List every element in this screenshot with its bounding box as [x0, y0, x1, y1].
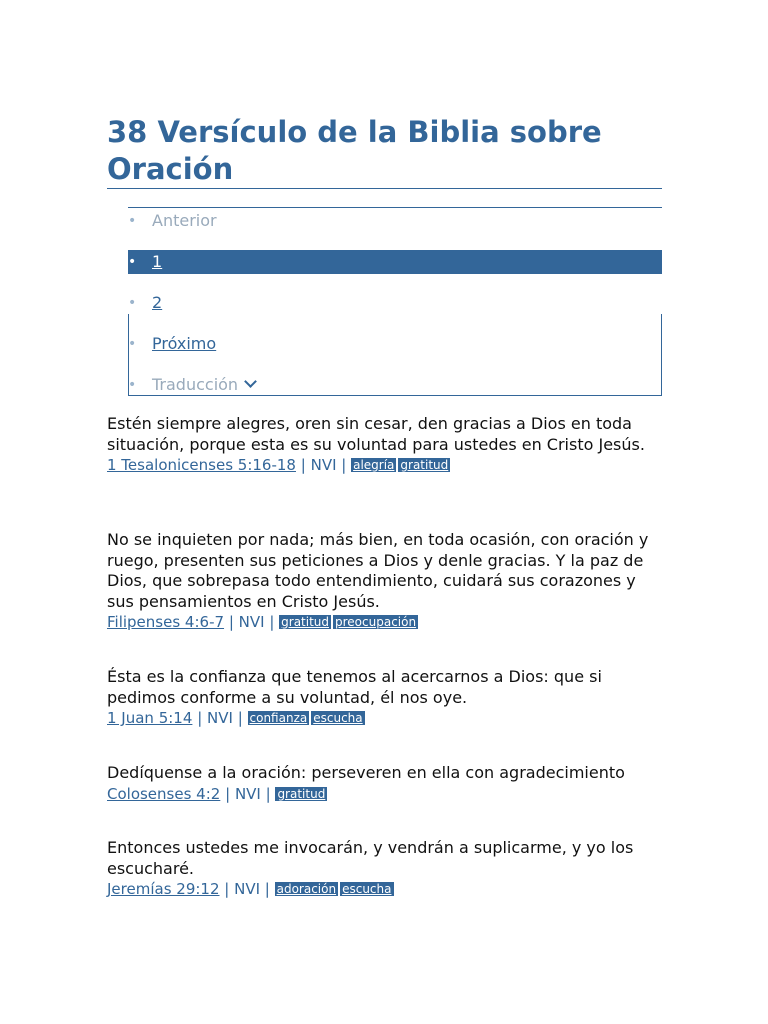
- verse-text: Entonces ustedes me invocarán, y vendrán a suplicarme, y yo los escucharé.: [107, 838, 634, 878]
- nav-item-previous: [128, 209, 662, 233]
- verse-item: [107, 530, 667, 632]
- verse-text: Dedíquense a la oración: perseveren en ella con agradecimiento: [107, 763, 625, 782]
- translation-version: NVI: [234, 784, 261, 803]
- tag-link[interactable]: alegría: [353, 458, 395, 472]
- tag-link[interactable]: gratitud: [400, 458, 449, 472]
- verse-item: [107, 763, 667, 804]
- verse-reference-link[interactable]: Colosenses 4:2: [107, 784, 221, 803]
- tag-link[interactable]: adoración: [276, 882, 337, 896]
- translation-version: NVI: [310, 456, 337, 474]
- nav-item-page-2[interactable]: [128, 291, 662, 315]
- previous-label: Anterior: [152, 211, 217, 230]
- tag-link[interactable]: escucha: [313, 711, 363, 725]
- page-1-link[interactable]: 1: [152, 252, 163, 271]
- chevron-down-icon[interactable]: [244, 375, 257, 388]
- title-divider: [107, 188, 662, 189]
- page-title: 38 Versículo de la Biblia sobre Oración: [107, 115, 602, 186]
- tag-link[interactable]: gratitud: [281, 615, 330, 629]
- verse-reference-line: Filipenses 4:6-7 | NVI | gratitud preocupación: [107, 613, 417, 631]
- verse-reference-link[interactable]: 1 Tesalonicenses 5:16-18: [107, 456, 296, 474]
- translation-version: NVI: [238, 613, 265, 631]
- verse-reference-link[interactable]: Filipenses 4:6-7: [107, 613, 225, 631]
- verse-item: [107, 838, 667, 899]
- verse-reference-line: 1 Tesalonicenses 5:16-18 | NVI | alegría gratitud: [107, 456, 449, 474]
- page-2-link[interactable]: 2: [152, 293, 163, 312]
- translation-version: NVI: [234, 880, 261, 898]
- bullet-icon: •: [128, 254, 137, 270]
- verse-reference-link[interactable]: Jeremías 29:12: [107, 880, 220, 898]
- nav-item-page-1[interactable]: [128, 250, 662, 274]
- verse-reference-line: Colosenses 4:2 | NVI | gratitud: [107, 784, 326, 803]
- verse-text: No se inquieten por nada; más bien, en toda ocasión, con oración y ruego, presenten sus peticiones a Dios y denle gracias. Y la paz de Dios, que sobrepasa todo entendimiento, cuidará sus corazones y sus pensamientos en Cristo Jesús.: [107, 530, 649, 611]
- tag-link[interactable]: escucha: [342, 882, 392, 896]
- verse-reference-line: 1 Juan 5:14 | NVI | confianza escucha: [107, 709, 363, 727]
- next-link[interactable]: Próximo: [152, 334, 217, 353]
- bullet-icon: •: [128, 336, 137, 352]
- verse-item: [107, 667, 667, 728]
- pagination-nav: [128, 207, 662, 395]
- bullet-icon: •: [128, 295, 137, 311]
- bullet-icon: •: [128, 377, 137, 393]
- bullet-icon: •: [128, 213, 137, 229]
- verse-text: Estén siempre alegres, oren sin cesar, den gracias a Dios en toda situación, porque esta es su voluntad para ustedes en Cristo Jesús.: [107, 414, 645, 454]
- verse-text: Ésta es la confianza que tenemos al acercarnos a Dios: que si pedimos conforme a su voluntad, él nos oye.: [107, 667, 602, 707]
- verse-reference-link[interactable]: 1 Juan 5:14: [107, 709, 193, 727]
- verse-reference-line: Jeremías 29:12 | NVI | adoración escucha: [107, 880, 392, 898]
- nav-item-next[interactable]: [128, 332, 662, 356]
- translation-dropdown[interactable]: [152, 373, 255, 397]
- verse-item: [107, 414, 667, 475]
- tag-link[interactable]: confianza: [249, 711, 308, 725]
- tag-link[interactable]: gratitud: [277, 786, 326, 801]
- translation-version: NVI: [207, 709, 233, 727]
- nav-item-translation[interactable]: [128, 373, 662, 397]
- translation-label: Traducción: [152, 375, 239, 394]
- tag-link[interactable]: preocupación: [335, 615, 417, 629]
